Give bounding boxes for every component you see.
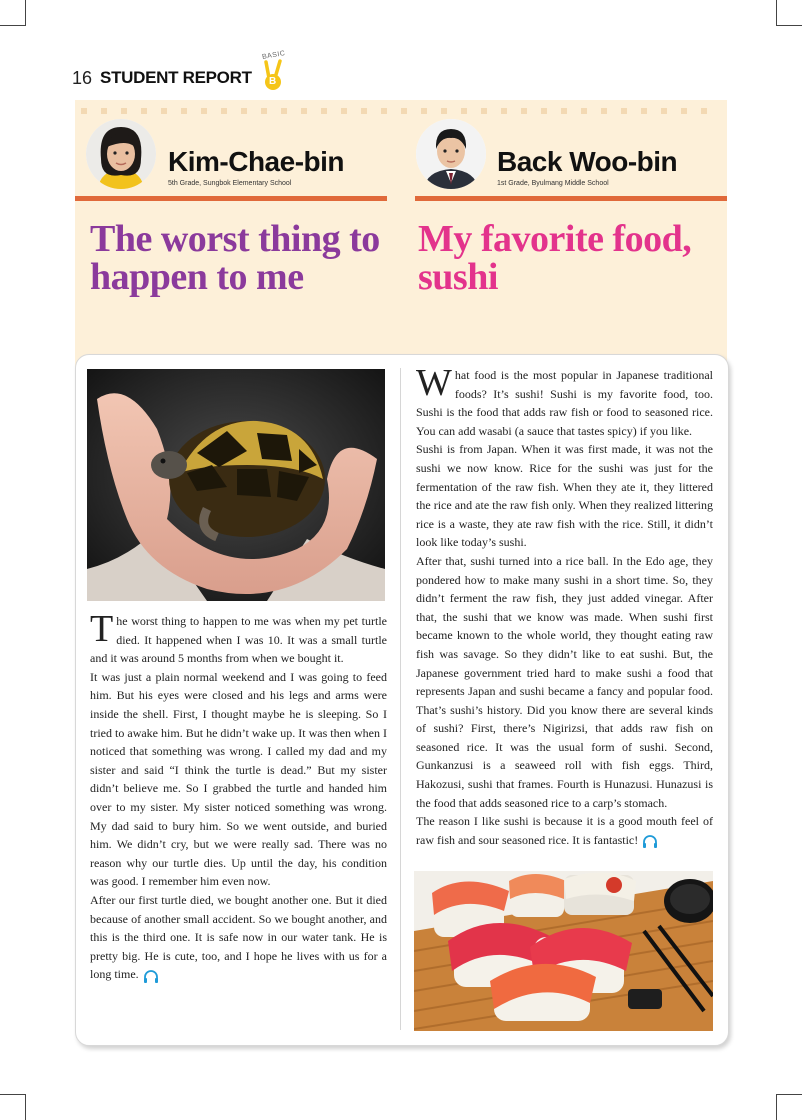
divider-rule-right <box>415 196 727 201</box>
article-left-text: he worst thing to happen to me was when my pet turtle died. It happened when I was 10. It was a small turtle and it was around 5 months from when we bought it. <box>90 614 387 666</box>
column-divider <box>400 368 401 1030</box>
crop-mark <box>776 25 802 26</box>
crop-mark <box>0 25 26 26</box>
crop-mark <box>0 1094 26 1095</box>
article-right-body <box>416 362 713 849</box>
badge-label: BASIC <box>261 50 286 61</box>
headphones-icon[interactable] <box>642 834 658 848</box>
section-title: STUDENT REPORT <box>100 68 252 87</box>
avatar-left <box>86 119 156 189</box>
badge-letter: B <box>265 74 281 90</box>
article-right-paragraph: Sushi is from Japan. When it was first made, it was not the sushi we now know. Rice for the sushi was just for the fermentation of the raw fish. When they ate it, they littered the rice and ate the raw fish only. When they realized littering rice is a waste, they ate raw fish with the rice. Still, it didn’t look like today’s sushi. <box>416 442 713 550</box>
page-header <box>72 50 290 92</box>
crop-mark <box>25 1094 26 1120</box>
page-number: 16 <box>72 67 93 88</box>
crop-mark <box>776 1094 802 1095</box>
headline-right <box>418 220 691 296</box>
turtle-photo <box>87 369 385 601</box>
avatar-right <box>416 119 486 189</box>
author-school-left: 5th Grade, Sungbok Elementary School <box>168 180 292 187</box>
basic-badge <box>260 52 290 92</box>
article-right-text: The reason I like sushi is because it is a good mouth feel of raw fish and sour seasoned rice. It is fantastic! <box>416 814 713 847</box>
article-right-text: hat food is the most popular in Japanese traditional foods? It’s sushi! Sushi is my favorite food, too. Sushi is the food that adds raw fish or food to seasoned rice. You can add wasabi (a sauce that tastes spicy) if you like. <box>416 368 713 438</box>
article-right-paragraph: After that, sushi turned into a rice ball. In the Edo age, they pondered how to make many sushi in a short time. So, they didn’t ferment the raw fish, they just added vinegar. After that, the sushi that we know was made. When sushi first became known to the whole world, they thought eating raw fish was savage. So they didn’t like to eat sushi. But, the Japanese government tried hard to make sushi a food that represents Japan and sushi became a fancy and popular food. That’s sushi’s history. Did you know there are several kinds of sushi? First, there’s Nigirizsi, that adds raw fish on seasoned rice. It was the usual form of sushi. Second, Gunkanzusi is a seaweed roll with fish eggs. Third, Hakozusi, sushi that frames. Fourth is Hunazusi. Hunazusi is the food that adds seasoned rice to a carp’s stomach. <box>416 553 713 810</box>
headline-right-line1: My favorite food, <box>418 218 692 260</box>
dropcap-right: W <box>416 362 452 404</box>
article-left-paragraph: It was just a plain normal weekend and I was going to feed him. But his eyes were closed and his legs and arms were inside the shell. First, I thought maybe he is sleeping. So I tried to awake him. But he didn’t wake up. It was then when I noticed that something was wrong. I called my dad and my sister and said “I think the turtle is dead.” But my sister didn’t believe me. So I grabbed the turtle and handed him over to my sister. My sister noticed something was wrong. My dad said to bury him. So we went outside, and buried him. We didn’t cry, but we were really sad. There was no reason why our turtle dies. Up until the day, his condition was good. I remember him even now. <box>90 669 387 889</box>
headline-right-line2: sushi <box>418 256 498 298</box>
crop-mark <box>776 1094 777 1120</box>
author-school-right: 1st Grade, Byulmang Middle School <box>497 180 609 187</box>
author-name-left: Kim-Chae-bin <box>168 146 344 177</box>
article-left-paragraph <box>90 608 387 668</box>
headline-left-line1: The worst thing to <box>90 218 380 260</box>
article-left-text: After our first turtle died, we bought another one. But it died because of another small accident. So we bought another, and this is the third one. It is safe now in our water tank. He is pretty big. He is cute, too, and I hope he lives with us for a long time. <box>90 892 387 982</box>
crop-mark <box>25 0 26 26</box>
headphones-icon[interactable] <box>143 969 159 983</box>
article-right-paragraph <box>416 362 713 440</box>
author-name-right: Back Woo-bin <box>497 146 678 177</box>
dropcap-left: T <box>90 608 114 650</box>
sushi-photo <box>414 871 713 1031</box>
article-left-paragraph <box>90 891 387 984</box>
headline-left <box>90 220 380 296</box>
headline-left-line2: happen to me <box>90 256 304 298</box>
crop-mark <box>776 0 777 26</box>
divider-rule-left <box>75 196 387 201</box>
article-left-body <box>90 608 387 984</box>
dotted-border <box>75 100 727 118</box>
article-right-paragraph <box>416 812 713 849</box>
